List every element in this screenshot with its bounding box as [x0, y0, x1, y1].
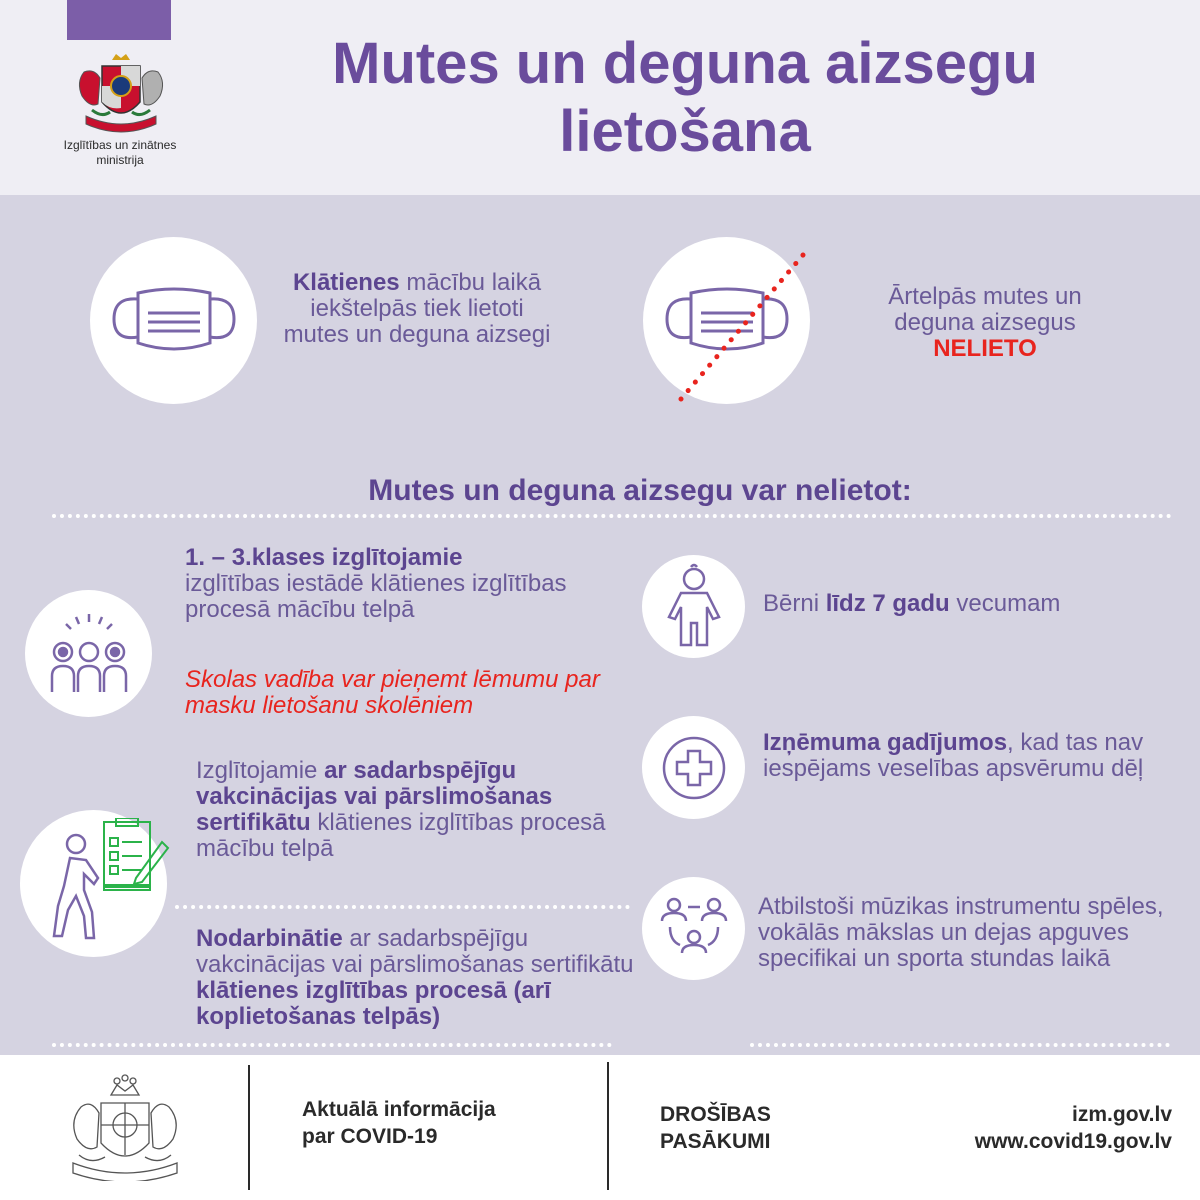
- covid-info-link[interactable]: [302, 1096, 496, 1150]
- footer-divider: [607, 1062, 609, 1190]
- page-title-line2: lietošana: [559, 99, 811, 164]
- izm-link[interactable]: izm.gov.lv: [1072, 1103, 1172, 1126]
- child-icon: [667, 563, 721, 649]
- coat-of-arms-icon: [62, 52, 180, 136]
- ministry-name-line2: ministrija: [96, 153, 144, 167]
- grades-rule-text: izglītības iestādē klātienes izglītības procesā mācību telpā: [185, 570, 567, 623]
- indoor-mask-rule: [282, 270, 552, 348]
- indoor-mask-rule-text: mācību laikā iekštelpās tiek lietoti mutes un deguna aizsegi: [283, 269, 551, 348]
- people-network-icon: [658, 895, 730, 963]
- mask-circle: [90, 237, 257, 404]
- exceptions-text: , kad tas nav iespējams veselības apsvērumu dēļ: [763, 729, 1144, 782]
- group-circle: [25, 590, 152, 717]
- children-bold: līdz 7 gadu: [825, 590, 950, 617]
- exceptions-rule: [763, 730, 1163, 782]
- ministry-name-line1: Izglītības un zinātnes: [63, 138, 177, 152]
- medical-circle: [642, 716, 745, 819]
- medical-cross-icon: [661, 735, 727, 801]
- employees-bold2: klātienes izglītības procesā (arī koplietošanas telpās): [196, 977, 551, 1030]
- indoor-mask-rule-bold: Klātienes: [292, 269, 400, 296]
- children-rule: [763, 591, 1163, 617]
- children-pre: Bērni: [763, 590, 826, 617]
- section-title: Mutes un deguna aizsegu var nelietot:: [368, 474, 912, 507]
- header-accent-tab: [67, 0, 171, 40]
- certified-students-pre: Izglītojamie: [196, 757, 325, 784]
- divider: [175, 905, 630, 909]
- covid-info-line1: Aktuālā informācija: [302, 1098, 496, 1121]
- exceptions-bold: Izņēmuma gadījumos: [763, 729, 1008, 756]
- no-mask-circle: [643, 237, 810, 404]
- page-title-line1: Mutes un deguna aizsegu: [332, 31, 1038, 96]
- certified-students-bold: ar sadarbspējīgu vakcinācijas vai pārslimošanas sertifikātu: [196, 757, 553, 836]
- certified-students-rule: [196, 758, 616, 862]
- website-links: [860, 1101, 1172, 1155]
- page-title: [250, 30, 1120, 166]
- outdoor-mask-rule-emphasis: NELIETO: [933, 335, 1037, 362]
- coat-of-arms-icon: [55, 1073, 195, 1181]
- outdoor-mask-rule-line1: Ārtelpās mutes un: [888, 283, 1082, 310]
- employees-text: ar sadarbspējīgu vakcinācijas vai pārslimošanas sertifikātu: [196, 925, 634, 978]
- divider: [52, 514, 1172, 518]
- safety-measures-line2: PASĀKUMI: [660, 1130, 771, 1153]
- school-decision-note: Skolas vadība var pieņemt lēmumu par masku lietošanu skolēniem: [185, 666, 600, 719]
- safety-measures-label: [660, 1101, 771, 1155]
- certified-students-text: klātienes izglītības procesā mācību telpā: [196, 809, 606, 862]
- employees-rule: [196, 926, 656, 1030]
- safety-measures-line1: DROŠĪBAS: [660, 1103, 771, 1126]
- child-circle: [642, 555, 745, 658]
- covid-info-line2: par COVID-19: [302, 1125, 438, 1148]
- footer-divider: [248, 1065, 250, 1190]
- grades-rule-bold: 1. – 3.klases izglītojamie: [185, 544, 463, 571]
- network-circle: [642, 877, 745, 980]
- divider: [52, 1043, 612, 1047]
- children-text: vecumam: [949, 590, 1061, 617]
- outdoor-mask-rule: [850, 284, 1120, 362]
- face-mask-icon: [108, 285, 240, 357]
- music-rule: Atbilstoši mūzikas instrumentu spēles, vokālās mākslas un dejas apguves specifikai un sporta stundas laikā: [758, 893, 1164, 972]
- person-with-checklist-icon: [100, 818, 170, 896]
- divider: [750, 1043, 1170, 1047]
- strike-through-line: [643, 237, 818, 412]
- employees-bold1: Nodarbinātie: [196, 925, 343, 952]
- covid19-link[interactable]: www.covid19.gov.lv: [974, 1130, 1172, 1153]
- walking-person-icon: [50, 830, 100, 942]
- ministry-name: [40, 138, 200, 168]
- outdoor-mask-rule-line2: deguna aizsegus: [894, 309, 1076, 336]
- grades-rule: [185, 545, 605, 623]
- group-of-people-icon: [46, 612, 132, 694]
